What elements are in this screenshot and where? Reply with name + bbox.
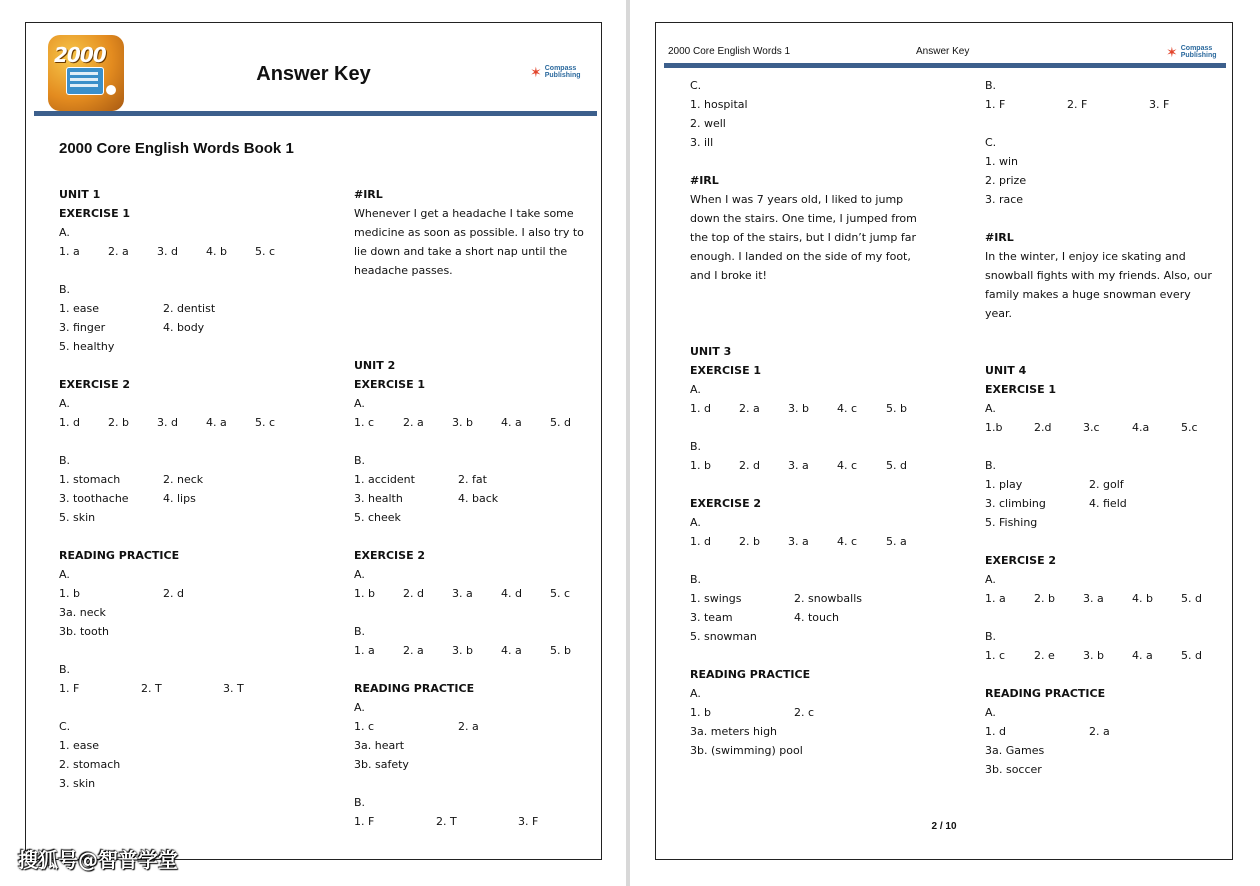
publisher-name-line1: Compass xyxy=(544,65,577,72)
answer-item: 1. c xyxy=(354,720,375,733)
answer-line: 1. hospital xyxy=(690,98,748,111)
irl-paragraph: When I was 7 years old, I liked to jump down the stairs. One time, I jumped from the top of the stairs, but I didn’t jump far enough. I landed on the side of my foot, and I broke it! xyxy=(690,193,917,282)
answer-line: 5. healthy xyxy=(59,340,115,353)
answer-line: A. xyxy=(985,402,996,415)
answer-row xyxy=(59,584,319,603)
answer-row xyxy=(354,584,594,603)
irl-paragraph: Whenever I get a headache I take some medicine as soon as possible. I also try to lie down and take a short nap until the headache passes. xyxy=(354,207,584,277)
answers-column-right xyxy=(985,76,1225,779)
answer-item: 5. b xyxy=(550,644,571,657)
answer-item: 5. c xyxy=(255,416,276,429)
spacer xyxy=(690,152,950,171)
answer-item: 2. dentist xyxy=(163,302,216,315)
answer-item: 1. d xyxy=(985,725,1006,738)
answer-line: 5. snowman xyxy=(690,630,757,643)
answer-line: C. xyxy=(59,720,71,733)
irl-paragraph: In the winter, I enjoy ice skating and snowball fights with my friends. Also, our family makes a huge snowman every year. xyxy=(985,250,1212,320)
answer-item: 1. a xyxy=(985,592,1006,605)
spacer xyxy=(985,342,1225,361)
section-heading: #IRL xyxy=(985,231,1014,244)
section-heading: EXERCISE 1 xyxy=(985,383,1057,396)
answer-line: C. xyxy=(690,79,702,92)
answer-item: 5. d xyxy=(1181,592,1202,605)
answer-item: 4. a xyxy=(501,644,522,657)
section-heading: #IRL xyxy=(354,188,383,201)
answer-line: 3a. heart xyxy=(354,739,405,752)
answer-item: 1. accident xyxy=(354,473,415,486)
answer-row xyxy=(985,589,1225,608)
answer-item: 1. a xyxy=(354,644,375,657)
answer-item: 3. b xyxy=(1083,649,1104,662)
answer-line: C. xyxy=(985,136,997,149)
section-heading: READING PRACTICE xyxy=(985,687,1106,700)
logo-number: 2000 xyxy=(54,43,106,67)
answer-item: 5. c xyxy=(550,587,571,600)
answer-item: 5. c xyxy=(255,245,276,258)
spacer xyxy=(354,432,594,451)
answer-line: A. xyxy=(59,397,70,410)
spacer xyxy=(690,646,950,665)
spacer xyxy=(985,532,1225,551)
answer-row xyxy=(690,532,950,551)
spacer xyxy=(354,280,594,299)
spacer xyxy=(59,432,319,451)
answer-line: 2. well xyxy=(690,117,726,130)
answer-item: 2. d xyxy=(739,459,760,472)
answer-line: A. xyxy=(354,701,365,714)
answer-item: 3. F xyxy=(1149,98,1170,111)
answer-line: A. xyxy=(690,687,701,700)
answer-item: 4. d xyxy=(501,587,522,600)
answer-row xyxy=(985,494,1225,513)
answer-line: 2. prize xyxy=(985,174,1027,187)
answer-row xyxy=(354,489,594,508)
answer-row xyxy=(354,717,594,736)
answer-row xyxy=(985,475,1225,494)
spacer xyxy=(690,323,950,342)
answer-row xyxy=(985,722,1225,741)
answer-row xyxy=(985,418,1225,437)
answer-item: 2. a xyxy=(403,416,424,429)
answer-row xyxy=(690,399,950,418)
answer-line: B. xyxy=(985,459,997,472)
spacer xyxy=(59,356,319,375)
pdf-page-1 xyxy=(25,22,602,860)
answer-item: 2. fat xyxy=(458,473,487,486)
answer-item: 3. F xyxy=(518,815,539,828)
compass-star-icon: ✶ xyxy=(530,64,542,80)
answer-item: 2. a xyxy=(1089,725,1110,738)
answer-item: 5. d xyxy=(1181,649,1202,662)
answer-row xyxy=(59,679,319,698)
spacer xyxy=(985,665,1225,684)
section-heading: READING PRACTICE xyxy=(354,682,475,695)
answer-item: 2. d xyxy=(403,587,424,600)
viewer-page-gap xyxy=(626,0,630,886)
answer-item: 2. golf xyxy=(1089,478,1124,491)
publisher-name-line2: Publishing xyxy=(1180,52,1217,59)
answer-item: 1. c xyxy=(354,416,375,429)
section-heading: EXERCISE 1 xyxy=(354,378,426,391)
answer-line: B. xyxy=(354,625,366,638)
answer-line: B. xyxy=(985,79,997,92)
answer-line: 5. cheek xyxy=(354,511,401,524)
spacer xyxy=(59,527,319,546)
section-heading: UNIT 4 xyxy=(985,364,1027,377)
answer-item: 2.d xyxy=(1034,421,1052,434)
publisher-logo xyxy=(1166,45,1217,59)
answer-item: 3. b xyxy=(452,416,473,429)
book-title: 2000 Core English Words Book 1 xyxy=(59,140,294,157)
answer-row xyxy=(690,589,950,608)
answer-row xyxy=(59,489,319,508)
answer-item: 3. d xyxy=(157,416,178,429)
answer-item: 4. c xyxy=(837,535,858,548)
answer-item: 5. d xyxy=(886,459,907,472)
answer-item: 3. health xyxy=(354,492,403,505)
answer-item: 2. a xyxy=(108,245,129,258)
answer-line: A. xyxy=(690,516,701,529)
answer-row xyxy=(354,470,594,489)
answer-item: 3. finger xyxy=(59,321,106,334)
spacer xyxy=(59,698,319,717)
answer-item: 4. body xyxy=(163,321,205,334)
answer-item: 3. a xyxy=(788,535,809,548)
answer-item: 1. d xyxy=(690,402,711,415)
compass-star-icon: ✶ xyxy=(1166,44,1178,60)
answer-item: 3. d xyxy=(157,245,178,258)
answer-item: 4. b xyxy=(1132,592,1153,605)
section-heading: READING PRACTICE xyxy=(59,549,180,562)
answer-row xyxy=(59,318,319,337)
answer-item: 2. a xyxy=(403,644,424,657)
spacer xyxy=(59,641,319,660)
answer-line: 1. ease xyxy=(59,739,99,752)
answer-line: B. xyxy=(985,630,997,643)
answer-item: 3. team xyxy=(690,611,733,624)
answer-line: 3. skin xyxy=(59,777,96,790)
answer-line: 3b. tooth xyxy=(59,625,110,638)
section-heading: EXERCISE 1 xyxy=(690,364,762,377)
answer-row xyxy=(59,242,319,261)
spacer xyxy=(690,551,950,570)
answer-item: 1. d xyxy=(59,416,80,429)
header-rule xyxy=(34,111,597,116)
spacer xyxy=(690,304,950,323)
answer-item: 4. a xyxy=(206,416,227,429)
spacer xyxy=(354,337,594,356)
spacer xyxy=(985,323,1225,342)
publisher-name-line1: Compass xyxy=(1180,45,1213,52)
answer-item: 4. back xyxy=(458,492,499,505)
answer-item: 2. d xyxy=(163,587,184,600)
answer-line: A. xyxy=(59,226,70,239)
answer-line: A. xyxy=(354,568,365,581)
answer-item: 1. stomach xyxy=(59,473,121,486)
answer-line: A. xyxy=(690,383,701,396)
answer-item: 3.c xyxy=(1083,421,1100,434)
section-heading: UNIT 2 xyxy=(354,359,396,372)
answer-item: 3. a xyxy=(452,587,473,600)
watermark: 搜狐号@智普学堂 xyxy=(18,848,178,872)
answer-item: 2. T xyxy=(436,815,457,828)
answer-line: B. xyxy=(354,454,366,467)
spacer xyxy=(985,608,1225,627)
answer-item: 5. b xyxy=(886,402,907,415)
page-number: 2 / 10 xyxy=(931,821,957,832)
answer-item: 1. play xyxy=(985,478,1023,491)
running-header-title: Answer Key xyxy=(916,46,970,57)
page-header-title: Answer Key xyxy=(256,63,371,85)
answer-item: 1. F xyxy=(59,682,80,695)
section-heading: EXERCISE 2 xyxy=(690,497,762,510)
answer-item: 2. b xyxy=(1034,592,1055,605)
answer-line: 3a. meters high xyxy=(690,725,778,738)
answer-item: 4.a xyxy=(1132,421,1150,434)
answer-line: 2. stomach xyxy=(59,758,121,771)
answer-item: 2. T xyxy=(141,682,162,695)
answer-line: B. xyxy=(690,573,702,586)
answer-item: 1. swings xyxy=(690,592,742,605)
answer-item: 3. toothache xyxy=(59,492,129,505)
answer-item: 5. d xyxy=(550,416,571,429)
answer-line: B. xyxy=(59,454,71,467)
answer-line: 3b. (swimming) pool xyxy=(690,744,803,757)
answer-item: 5.c xyxy=(1181,421,1198,434)
answer-item: 2. e xyxy=(1034,649,1055,662)
logo-dot xyxy=(106,85,116,95)
answer-item: 1. F xyxy=(354,815,375,828)
answer-row xyxy=(690,608,950,627)
answer-item: 4. a xyxy=(1132,649,1153,662)
pdf-page-2 xyxy=(655,22,1233,860)
answer-row xyxy=(59,299,319,318)
answer-item: 1. F xyxy=(985,98,1006,111)
answer-item: 2. b xyxy=(108,416,129,429)
answer-item: 3. T xyxy=(223,682,244,695)
answer-item: 1. b xyxy=(690,459,711,472)
answer-row xyxy=(354,812,594,831)
section-heading: UNIT 3 xyxy=(690,345,732,358)
answer-item: 3. b xyxy=(452,644,473,657)
answer-item: 4. lips xyxy=(163,492,196,505)
answers-column-left xyxy=(59,185,319,793)
answer-item: 2. a xyxy=(739,402,760,415)
answer-line: 5. Fishing xyxy=(985,516,1038,529)
spacer xyxy=(985,209,1225,228)
answer-item: 1. ease xyxy=(59,302,99,315)
answer-item: 5. a xyxy=(886,535,907,548)
spacer xyxy=(690,418,950,437)
spacer xyxy=(985,304,1225,323)
answer-line: B. xyxy=(59,663,71,676)
answer-item: 3. a xyxy=(788,459,809,472)
spacer xyxy=(354,660,594,679)
answer-item: 4. b xyxy=(206,245,227,258)
answer-item: 1. a xyxy=(59,245,80,258)
section-heading: EXERCISE 2 xyxy=(59,378,131,391)
answer-line: A. xyxy=(354,397,365,410)
spacer xyxy=(354,603,594,622)
answer-item: 2. F xyxy=(1067,98,1088,111)
answer-row xyxy=(354,641,594,660)
answer-item: 1. b xyxy=(354,587,375,600)
answer-line: A. xyxy=(59,568,70,581)
answer-item: 2. snowballs xyxy=(794,592,862,605)
answer-row xyxy=(59,470,319,489)
answer-line: A. xyxy=(985,706,996,719)
answer-line: B. xyxy=(354,796,366,809)
answer-row xyxy=(59,413,319,432)
answer-item: 2. neck xyxy=(163,473,204,486)
answer-line: 5. skin xyxy=(59,511,96,524)
spacer xyxy=(354,774,594,793)
spacer xyxy=(354,299,594,318)
section-heading: READING PRACTICE xyxy=(690,668,811,681)
answer-item: 4. touch xyxy=(794,611,840,624)
spacer xyxy=(59,261,319,280)
spacer xyxy=(985,114,1225,133)
spacer xyxy=(354,527,594,546)
spacer xyxy=(690,285,950,304)
answer-item: 2. b xyxy=(739,535,760,548)
answer-row xyxy=(354,413,594,432)
answer-row xyxy=(985,646,1225,665)
answer-line: A. xyxy=(985,573,996,586)
running-header-book: 2000 Core English Words 1 xyxy=(668,46,791,57)
section-heading: EXERCISE 1 xyxy=(59,207,131,220)
answer-item: 2. c xyxy=(794,706,815,719)
answer-row xyxy=(690,456,950,475)
spacer xyxy=(354,318,594,337)
answer-item: 1. b xyxy=(690,706,711,719)
answer-item: 3. b xyxy=(788,402,809,415)
spacer xyxy=(690,475,950,494)
section-heading: EXERCISE 2 xyxy=(985,554,1057,567)
answer-item: 4. a xyxy=(501,416,522,429)
answer-item: 4. c xyxy=(837,459,858,472)
answer-row xyxy=(690,703,950,722)
answer-line: 1. win xyxy=(985,155,1019,168)
answer-item: 4. c xyxy=(837,402,858,415)
section-heading: EXERCISE 2 xyxy=(354,549,426,562)
answer-item: 1. b xyxy=(59,587,80,600)
answer-item: 3. a xyxy=(1083,592,1104,605)
answers-column-right xyxy=(354,185,594,831)
section-heading: UNIT 1 xyxy=(59,188,101,201)
answer-item: 1.b xyxy=(985,421,1003,434)
header-rule xyxy=(664,63,1226,68)
answer-line: 3a. Games xyxy=(985,744,1045,757)
answers-column-left xyxy=(690,76,950,760)
answer-row xyxy=(985,95,1225,114)
answer-line: 3a. neck xyxy=(59,606,106,619)
answer-item: 1. c xyxy=(985,649,1006,662)
answer-item: 4. field xyxy=(1089,497,1127,510)
answer-item: 2. a xyxy=(458,720,479,733)
answer-line: 3b. soccer xyxy=(985,763,1042,776)
answer-item: 1. d xyxy=(690,535,711,548)
publisher-logo xyxy=(530,65,581,79)
answer-line: B. xyxy=(59,283,71,296)
answer-line: 3b. safety xyxy=(354,758,409,771)
section-heading: #IRL xyxy=(690,174,719,187)
answer-line: 3. race xyxy=(985,193,1024,206)
answer-line: B. xyxy=(690,440,702,453)
spacer xyxy=(985,437,1225,456)
answer-line: 3. ill xyxy=(690,136,714,149)
answer-item: 3. climbing xyxy=(985,497,1046,510)
publisher-name-line2: Publishing xyxy=(544,72,581,79)
